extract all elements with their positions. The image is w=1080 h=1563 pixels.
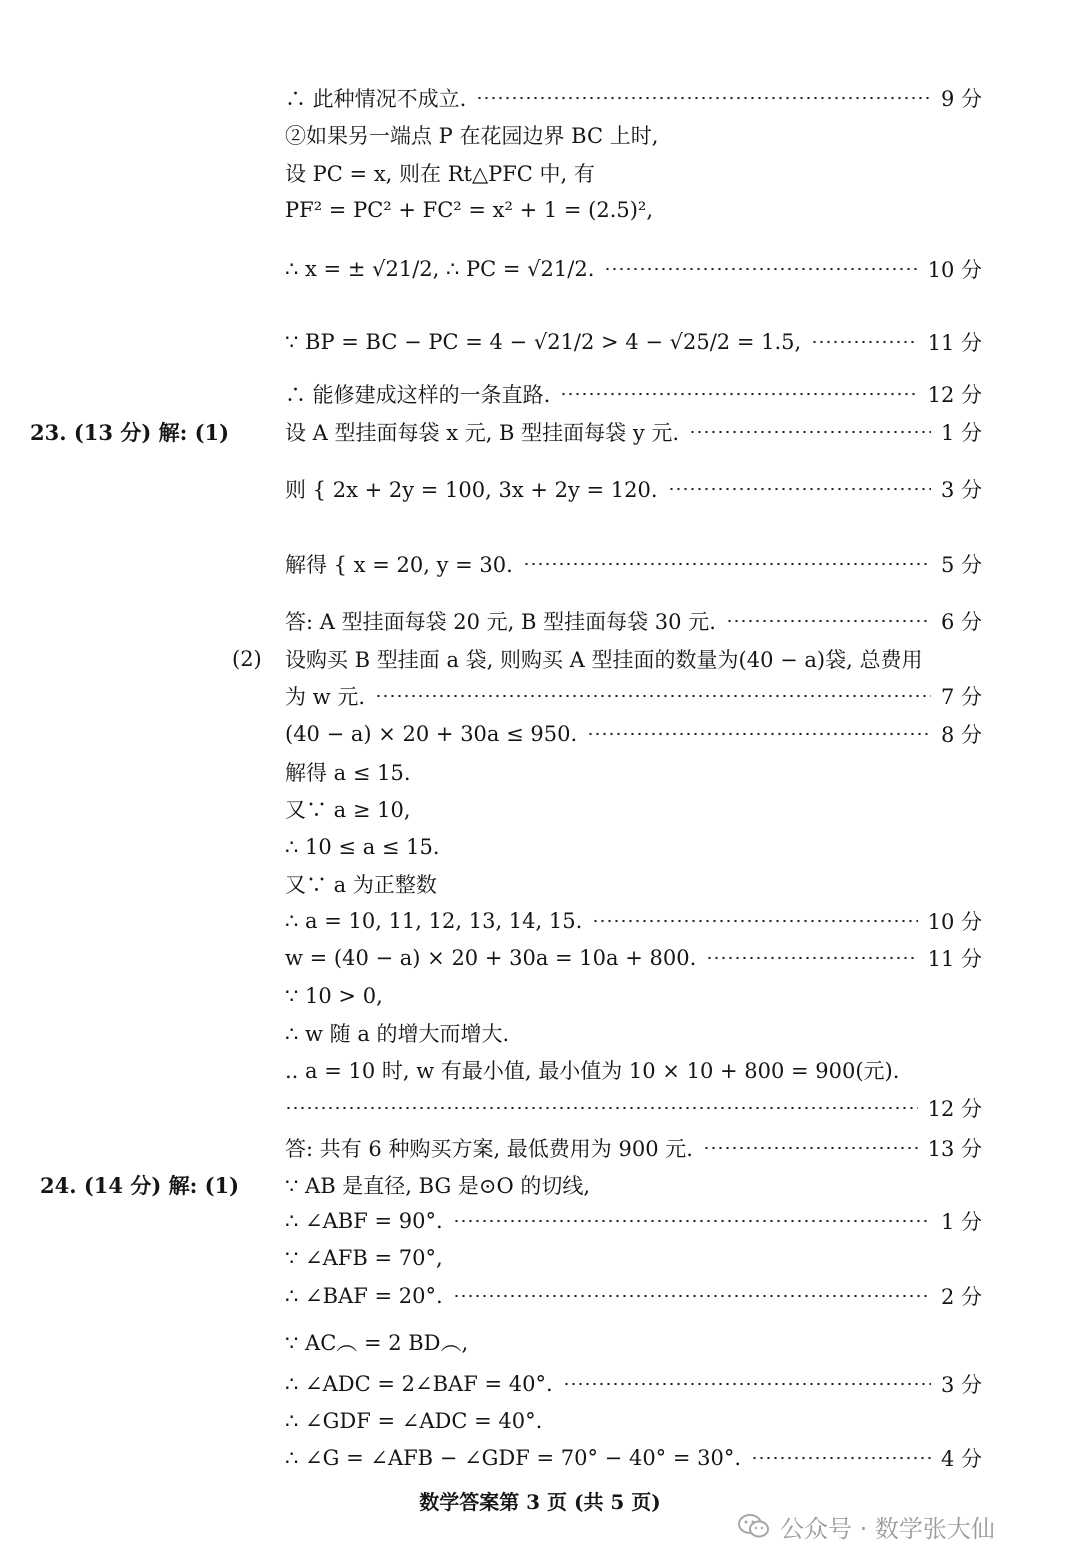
score-label: 12 分 bbox=[927, 383, 982, 407]
score-label: 1 分 bbox=[940, 421, 982, 445]
chat-bubble-icon bbox=[738, 1513, 770, 1539]
answer-line: ∴ a = 10, 11, 12, 13, 14, 15. 10 分 bbox=[285, 904, 982, 938]
score-label: 5 分 bbox=[940, 553, 982, 577]
question-23-part-2-label: (2) bbox=[232, 647, 262, 671]
answer-line: 又∵ a 为正整数 bbox=[285, 873, 437, 897]
score-label: 6 分 bbox=[940, 610, 982, 634]
answer-line: ∴ ∠ADC = 2∠BAF = 40°. 3 分 bbox=[285, 1367, 982, 1401]
answer-line: PF² = PC² + FC² = x² + 1 = (2.5)², bbox=[285, 198, 654, 222]
score-label: 3 分 bbox=[940, 478, 982, 502]
answer-line: 解得 a ≤ 15. bbox=[285, 761, 411, 785]
answer-line: 设 PC = x, 则在 Rt△PFC 中, 有 bbox=[285, 162, 595, 186]
answer-line: ∵ 10 > 0, bbox=[285, 984, 383, 1008]
answer-line: ②如果另一端点 P 在花园边界 BC 上时, bbox=[285, 124, 659, 148]
answer-line: 设 A 型挂面每袋 x 元, B 型挂面每袋 y 元. 1 分 bbox=[285, 415, 982, 449]
score-label: 4 分 bbox=[940, 1447, 982, 1471]
answer-line: w = (40 − a) × 20 + 30a = 10a + 800. 11 分 bbox=[285, 941, 982, 975]
answer-line: 为 w 元. 7 分 bbox=[285, 679, 982, 713]
answer-line: ∴ ∠G = ∠AFB − ∠GDF = 70° − 40° = 30°. 4 分 bbox=[285, 1441, 982, 1475]
question-23-label: 23. (13 分) 解: (1) bbox=[30, 420, 230, 445]
answer-line: ∴ 此种情况不成立. 9 分 bbox=[285, 81, 982, 115]
score-label: 11 分 bbox=[927, 947, 982, 971]
answer-line: ∵ BP = BC − PC = 4 − √21/2 > 4 − √25/2 = 1.5, 11 分 bbox=[285, 314, 982, 370]
answer-line: 设购买 B 型挂面 a 袋, 则购买 A 型挂面的数量为(40 − a)袋, 总费用 bbox=[285, 648, 923, 672]
answer-line: 解得 { x = 20, y = 30. 5 分 bbox=[285, 536, 982, 592]
answer-line: ∴ x = ± √21/2, ∴ PC = √21/2. 10 分 bbox=[285, 241, 982, 297]
answer-line bbox=[285, 1091, 982, 1125]
answer-line: ∴ 10 ≤ a ≤ 15. bbox=[285, 835, 440, 859]
answer-line: 答: A 型挂面每袋 20 元, B 型挂面每袋 30 元. 6 分 bbox=[285, 604, 982, 638]
answer-line: ∴ w 随 a 的增大而增大. bbox=[285, 1022, 510, 1046]
score-label: 11 分 bbox=[927, 331, 982, 355]
answer-line: ∴ ∠BAF = 20°. 2 分 bbox=[285, 1279, 982, 1313]
score-label: 8 分 bbox=[940, 723, 982, 747]
answer-line: 答: 共有 6 种购买方案, 最低费用为 900 元. 13 分 bbox=[285, 1131, 982, 1165]
score-label: 3 分 bbox=[940, 1373, 982, 1397]
answer-line: 则 { 2x + 2y = 100, 3x + 2y = 120. 3 分 bbox=[285, 461, 982, 517]
answer-line: .. a = 10 时, w 有最小值, 最小值为 10 × 10 + 800 = 900(元). bbox=[285, 1059, 900, 1083]
answer-line: (40 − a) × 20 + 30a ≤ 950. 8 分 bbox=[285, 717, 982, 751]
answer-line: ∵ AB 是直径, BG 是⊙O 的切线, bbox=[285, 1174, 591, 1198]
answer-line: ∴ 能修建成这样的一条直路. 12 分 bbox=[285, 377, 982, 411]
answer-line: 又∵ a ≥ 10, bbox=[285, 798, 411, 822]
answer-line: ∴ ∠GDF = ∠ADC = 40°. bbox=[285, 1409, 543, 1433]
score-label: 1 分 bbox=[940, 1210, 982, 1234]
question-24-label: 24. (14 分) 解: (1) bbox=[40, 1173, 240, 1198]
score-label: 10 分 bbox=[927, 910, 982, 934]
watermark-text: 公众号 · 数学张大仙 bbox=[780, 1514, 995, 1543]
score-label: 9 分 bbox=[940, 87, 982, 111]
page-footer: 数学答案第 3 页 (共 5 页) bbox=[419, 1490, 661, 1514]
score-label: 2 分 bbox=[940, 1285, 982, 1309]
answer-line: ∵ AC︵ = 2 BD︵, bbox=[285, 1331, 469, 1355]
score-label: 7 分 bbox=[940, 685, 982, 709]
answer-line: ∵ ∠AFB = 70°, bbox=[285, 1246, 443, 1270]
score-label: 12 分 bbox=[927, 1097, 982, 1121]
score-label: 13 分 bbox=[927, 1137, 982, 1161]
score-label: 10 分 bbox=[927, 258, 982, 282]
answer-line: ∴ ∠ABF = 90°. 1 分 bbox=[285, 1204, 982, 1238]
watermark bbox=[738, 1506, 995, 1546]
